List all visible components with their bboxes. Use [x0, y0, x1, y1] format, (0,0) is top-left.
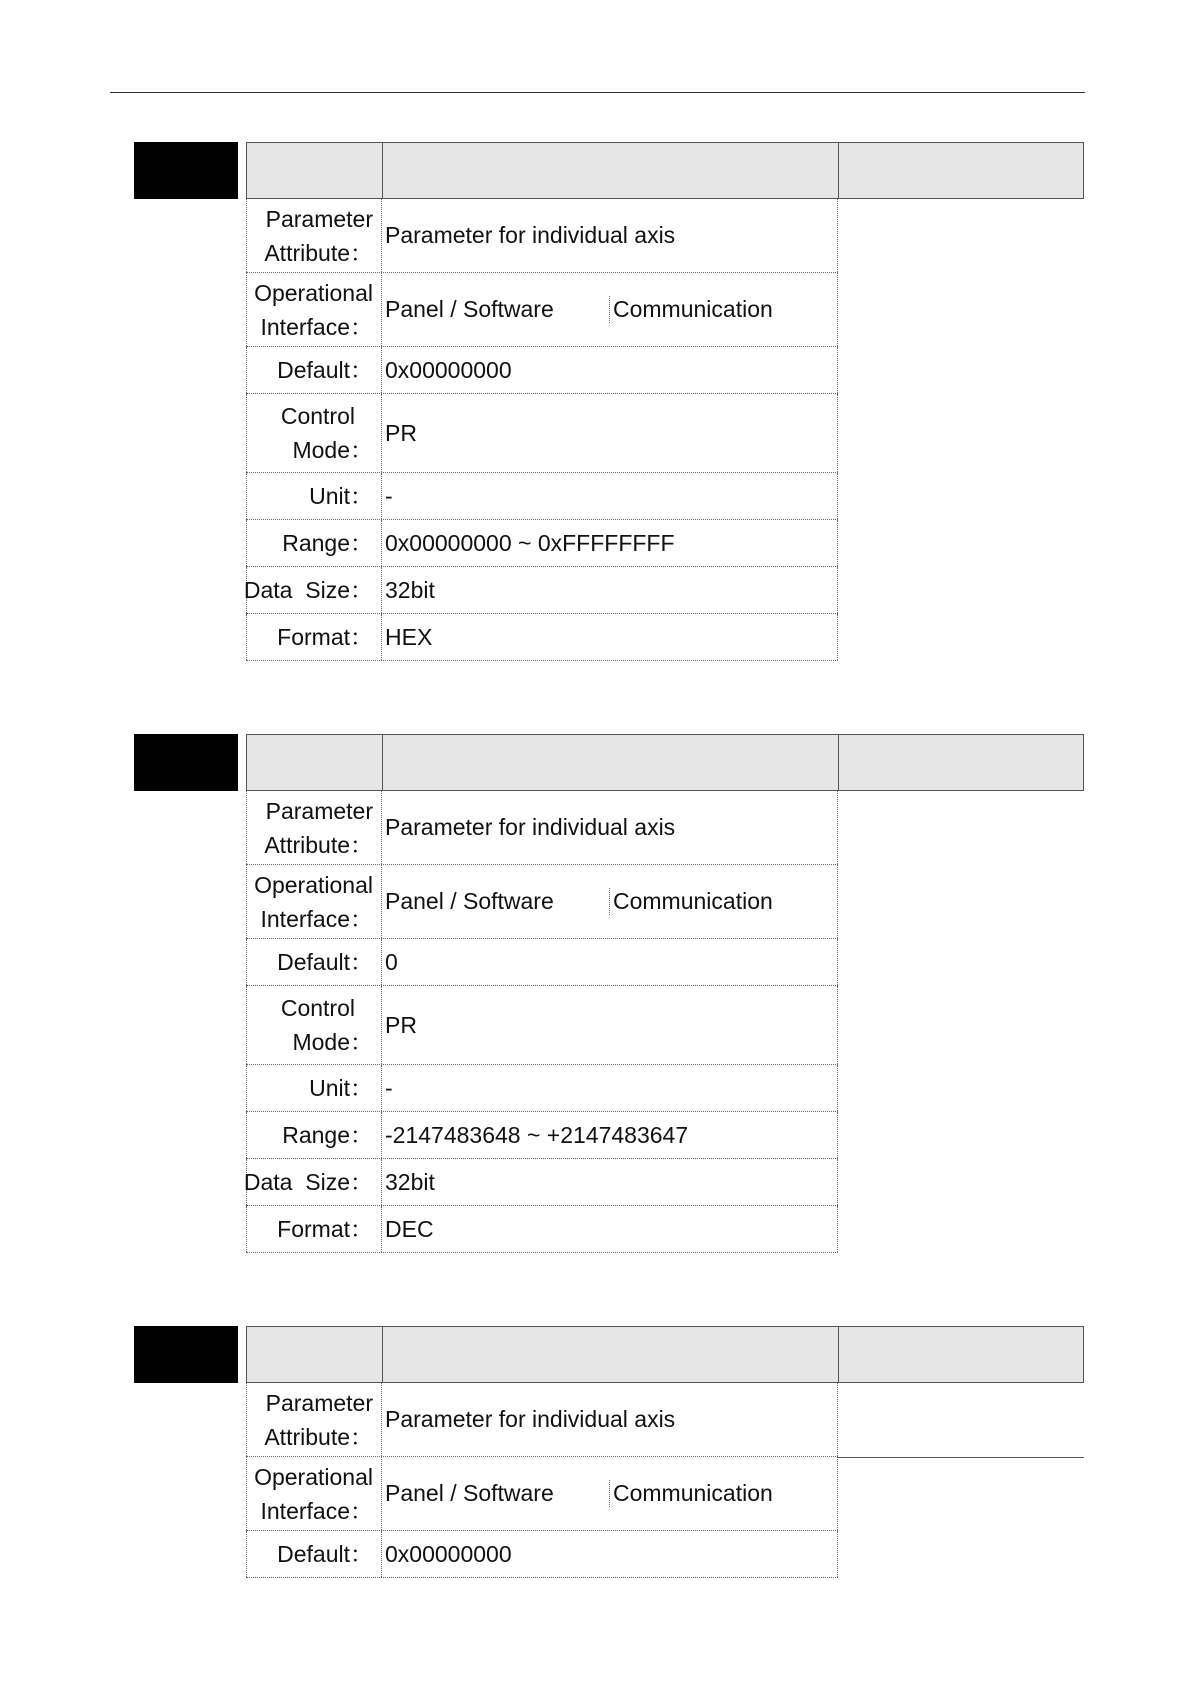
label-range: Range： [246, 520, 382, 566]
label-operational-interface: Operational Interface： [246, 1457, 382, 1530]
label-parameter-attribute: Parameter Attribute： [246, 791, 382, 864]
row-data-size [243, 1159, 838, 1206]
value-communication: Communication [613, 1480, 773, 1506]
header-cell-name [383, 735, 839, 790]
label-unit: Unit： [246, 1065, 382, 1111]
label-operational-interface: Operational Interface： [246, 865, 382, 938]
row-format [246, 1206, 838, 1253]
parameter-header [246, 142, 1084, 199]
header-cell-address [839, 735, 1085, 790]
header-cell-name [383, 1327, 839, 1382]
label-unit: Unit： [246, 473, 382, 519]
value-default: 0x00000000 [382, 1531, 838, 1577]
label-control-mode: Control Mode： [246, 394, 382, 472]
row-parameter-attribute [246, 1383, 838, 1457]
header-cell-name [383, 143, 839, 198]
value-unit: - [382, 473, 838, 519]
page-header-rule [110, 92, 1085, 93]
value-data-size: 32bit [382, 1159, 838, 1205]
header-cell-address [839, 143, 1085, 198]
row-range [246, 520, 838, 567]
header-cell-code [247, 143, 383, 198]
label-data-size: Data Size： [246, 567, 382, 613]
label-parameter-attribute: Parameter Attribute： [246, 199, 382, 272]
header-cell-code [247, 735, 383, 790]
label-control-mode: Control Mode： [246, 986, 382, 1064]
row-unit [246, 473, 838, 520]
parameter-table [246, 1383, 838, 1578]
row-parameter-attribute [246, 791, 838, 865]
value-operational-interface [382, 273, 838, 346]
value-range: -2147483648 ~ +2147483647 [382, 1112, 838, 1158]
parameter-code-tag [134, 1326, 238, 1383]
value-parameter-attribute: Parameter for individual axis [382, 791, 838, 864]
row-default [246, 939, 838, 986]
label-format: Format： [246, 614, 382, 660]
value-communication: Communication [613, 296, 773, 322]
label-range: Range： [246, 1112, 382, 1158]
value-format: DEC [382, 1206, 838, 1252]
parameter-table [243, 199, 838, 661]
row-format [246, 614, 838, 661]
label-operational-interface: Operational Interface： [246, 273, 382, 346]
value-panel-software: Panel / Software [382, 888, 610, 915]
value-parameter-attribute: Parameter for individual axis [382, 1383, 838, 1456]
row-default [246, 347, 838, 394]
label-default: Default： [246, 939, 382, 985]
row-default [246, 1531, 838, 1578]
label-default: Default： [246, 1531, 382, 1577]
value-format: HEX [382, 614, 838, 660]
side-rule [838, 1457, 1084, 1458]
parameter-header [246, 1326, 1084, 1383]
label-default: Default： [246, 347, 382, 393]
value-panel-software: Panel / Software [382, 296, 610, 323]
label-data-size: Data Size： [246, 1159, 382, 1205]
value-parameter-attribute: Parameter for individual axis [382, 199, 838, 272]
row-unit [246, 1065, 838, 1112]
parameter-header [246, 734, 1084, 791]
row-operational-interface [246, 865, 838, 939]
value-control-mode: PR [382, 986, 838, 1064]
header-cell-code [247, 1327, 383, 1382]
value-panel-software: Panel / Software [382, 1480, 610, 1507]
label-format: Format： [246, 1206, 382, 1252]
value-operational-interface [382, 865, 838, 938]
value-unit: - [382, 1065, 838, 1111]
row-parameter-attribute [246, 199, 838, 273]
value-control-mode: PR [382, 394, 838, 472]
row-range [246, 1112, 838, 1159]
value-data-size: 32bit [382, 567, 838, 613]
parameter-table [243, 791, 838, 1253]
row-operational-interface [246, 1457, 838, 1531]
header-cell-address [839, 1327, 1085, 1382]
row-control-mode [246, 394, 838, 473]
value-range: 0x00000000 ~ 0xFFFFFFFF [382, 520, 838, 566]
value-communication: Communication [613, 888, 773, 914]
value-operational-interface [382, 1457, 838, 1530]
row-control-mode [246, 986, 838, 1065]
label-parameter-attribute: Parameter Attribute： [246, 1383, 382, 1456]
parameter-code-tag [134, 142, 238, 199]
value-default: 0 [382, 939, 838, 985]
parameter-code-tag [134, 734, 238, 791]
row-operational-interface [246, 273, 838, 347]
value-default: 0x00000000 [382, 347, 838, 393]
row-data-size [243, 567, 838, 614]
